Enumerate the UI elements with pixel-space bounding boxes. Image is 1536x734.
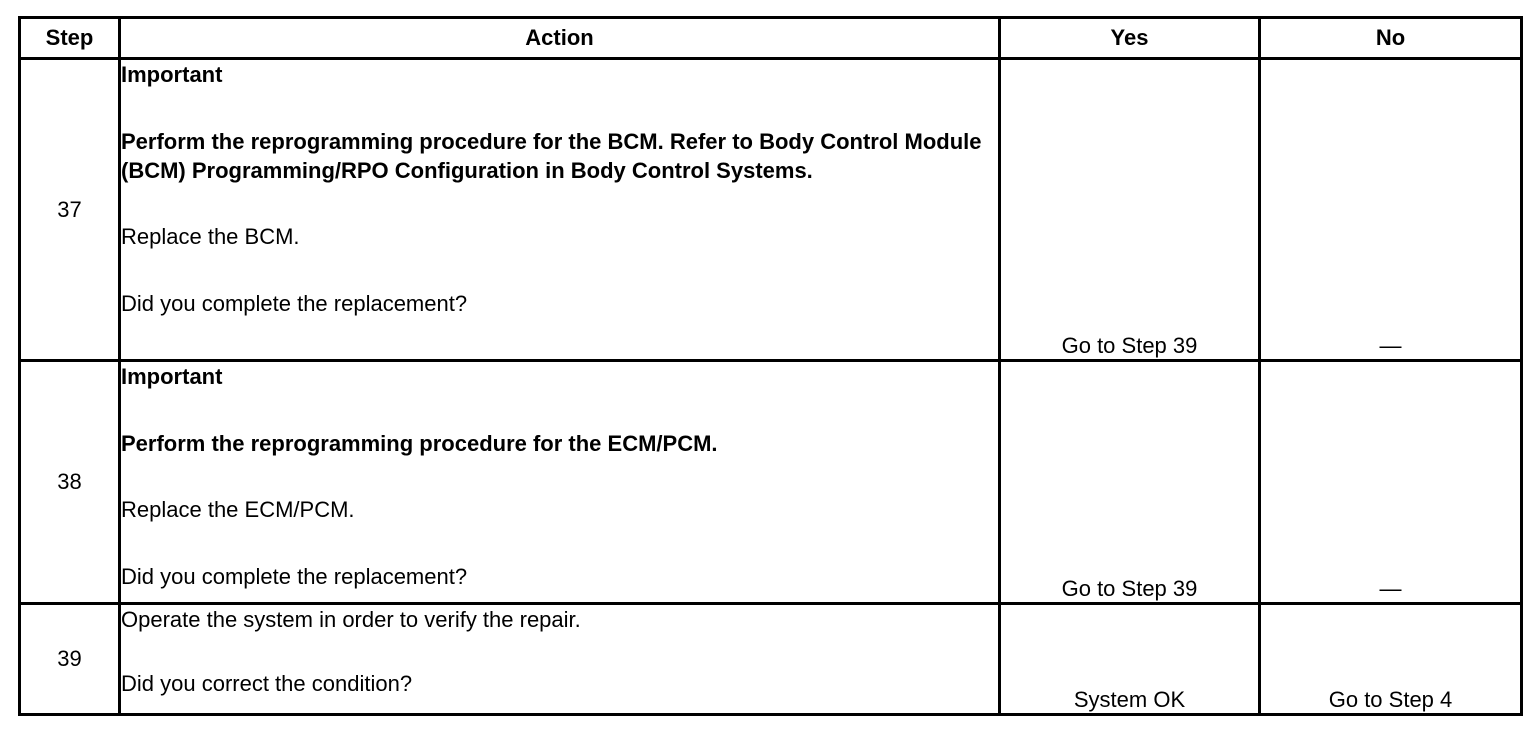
important-label: Important [121,364,223,389]
question-text: Did you complete the replacement? [121,564,468,589]
procedure-text: Perform the reprogramming procedure for the BCM. Refer to Body Control Module (BCM) Programming/RPO Configuration in Body Control Systems. [121,129,982,183]
yes-result: Go to Step 39 [1000,59,1260,361]
no-result: — [1260,361,1522,604]
step-number: 38 [20,361,120,604]
table-row [20,59,1522,361]
diagnostic-steps-table [18,16,1523,716]
header-step: Step [20,18,120,59]
no-result: Go to Step 4 [1260,604,1522,715]
action-cell [120,361,1000,604]
action-cell [120,59,1000,361]
header-yes: Yes [1000,18,1260,59]
header-row [20,18,1522,59]
question-text: Did you complete the replacement? [121,291,468,316]
action-cell [120,604,1000,715]
yes-result: System OK [1000,604,1260,715]
instruction-text: Operate the system in order to verify the repair. [121,607,581,632]
question-text: Did you correct the condition? [121,671,413,696]
header-action: Action [120,18,1000,59]
important-label: Important [121,62,223,87]
procedure-text: Perform the reprogramming procedure for the ECM/PCM. [121,431,718,456]
no-result: — [1260,59,1522,361]
yes-result: Go to Step 39 [1000,361,1260,604]
step-number: 39 [20,604,120,715]
instruction-text: Replace the ECM/PCM. [121,497,355,522]
header-no: No [1260,18,1522,59]
table-row [20,604,1522,715]
instruction-text: Replace the BCM. [121,224,300,249]
step-number: 37 [20,59,120,361]
table-row [20,361,1522,604]
